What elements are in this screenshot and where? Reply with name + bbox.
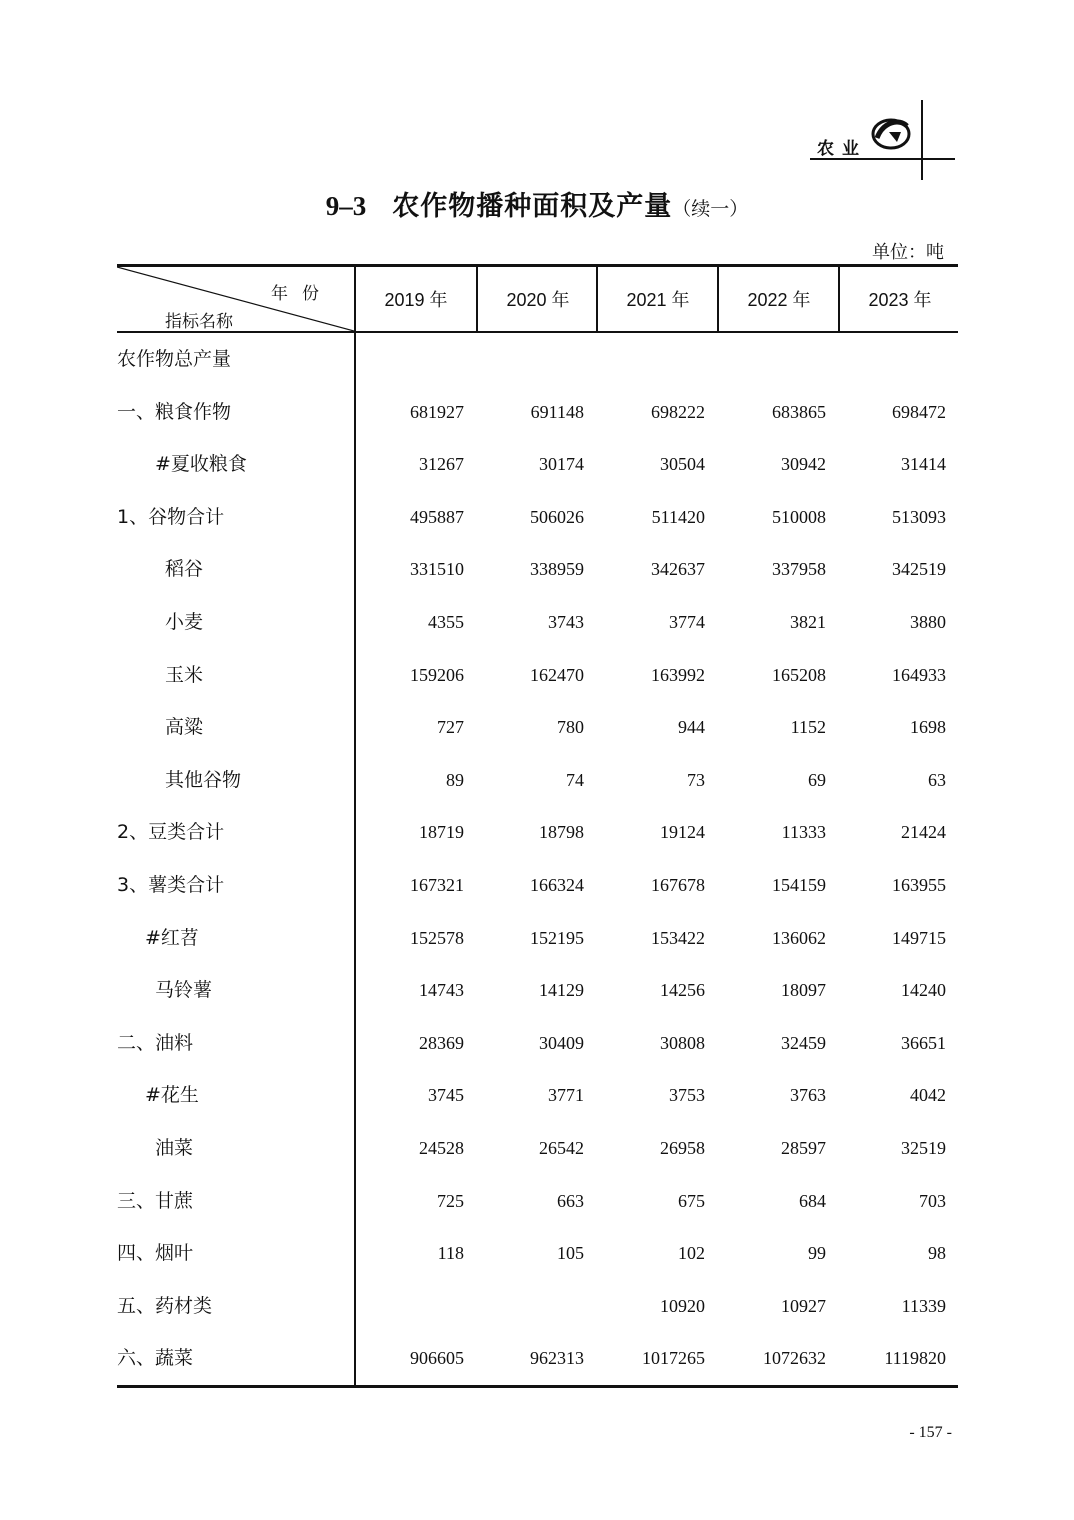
cell-value: 681927 <box>410 401 464 422</box>
statistics-logo-icon <box>867 108 915 156</box>
cell-value: 513093 <box>892 506 946 527</box>
page-title <box>0 184 1074 223</box>
table-row <box>117 1069 958 1122</box>
cell-value: 164933 <box>892 664 946 685</box>
cell-value: 11333 <box>781 822 826 843</box>
cell-value <box>716 333 826 386</box>
cell-value: 163955 <box>892 874 946 895</box>
cell-value: 1152 <box>790 717 826 738</box>
cell-value <box>474 333 584 386</box>
cell-value <box>474 1280 584 1333</box>
table-row <box>117 649 958 702</box>
cell-value: 28369 <box>419 1032 464 1053</box>
cell-value: 167678 <box>651 874 705 895</box>
table-row <box>117 438 958 491</box>
cell-value: 3763 <box>790 1085 826 1106</box>
cell-value: 510008 <box>772 506 826 527</box>
cell-value: 162470 <box>530 664 584 685</box>
cell-value: 3745 <box>428 1085 464 1106</box>
cell-value: 165208 <box>772 664 826 685</box>
cell-value: 32519 <box>901 1137 946 1158</box>
cell-value: 152578 <box>410 927 464 948</box>
cell-value: 727 <box>437 717 464 738</box>
cell-value: 495887 <box>410 506 464 527</box>
year-header: 2023 年 <box>838 267 960 331</box>
table-row <box>117 806 958 859</box>
cell-value: 3743 <box>548 611 584 632</box>
cell-value: 28597 <box>781 1137 826 1158</box>
cell-value: 698472 <box>892 401 946 422</box>
row-label: 一、粮食作物 <box>117 400 232 423</box>
cell-value: 69 <box>808 769 826 790</box>
cell-value: 26542 <box>539 1137 584 1158</box>
cell-value: 21424 <box>901 822 946 843</box>
cell-value: 167321 <box>410 874 464 895</box>
header-corner-cell <box>117 267 356 331</box>
cell-value: 30409 <box>539 1032 584 1053</box>
cell-value: 10927 <box>781 1295 826 1316</box>
cell-value: 337958 <box>772 559 826 580</box>
table-title: 农作物播种面积及产量 <box>392 191 673 222</box>
cell-value: 31414 <box>901 454 946 475</box>
cell-value: 703 <box>919 1190 946 1211</box>
cell-value: 944 <box>678 717 705 738</box>
cell-value: 4042 <box>910 1085 946 1106</box>
cell-value: 99 <box>808 1243 826 1264</box>
cell-value: 30808 <box>660 1032 705 1053</box>
table-row <box>117 386 958 439</box>
cell-value: 102 <box>678 1243 705 1264</box>
row-label: 五、药材类 <box>117 1294 213 1317</box>
row-label: #红苕 <box>145 926 199 949</box>
cell-value: 19124 <box>660 822 705 843</box>
table-row <box>117 912 958 965</box>
table-row <box>117 1122 958 1175</box>
cell-value: 14743 <box>419 980 464 1001</box>
row-label: 2、豆类合计 <box>117 821 225 844</box>
year-header: 2020 年 <box>476 267 598 331</box>
table-row <box>117 1227 958 1280</box>
cell-value: 14256 <box>660 980 705 1001</box>
cell-value: 149715 <box>892 927 946 948</box>
cell-value: 725 <box>437 1190 464 1211</box>
cell-value: 3821 <box>790 611 826 632</box>
row-label: 农作物总产量 <box>117 348 232 370</box>
cell-value: 342519 <box>892 559 946 580</box>
cell-value: 26958 <box>660 1137 705 1158</box>
cell-value: 63 <box>928 769 946 790</box>
row-label: #花生 <box>145 1084 199 1107</box>
row-label: 小麦 <box>165 610 204 633</box>
cell-value: 18719 <box>419 822 464 843</box>
cell-value: 73 <box>687 769 705 790</box>
cell-value: 3771 <box>548 1085 584 1106</box>
header-vertical-rule <box>921 100 923 180</box>
cell-value: 105 <box>557 1243 584 1264</box>
cell-value: 684 <box>799 1190 826 1211</box>
table-row <box>117 964 958 1017</box>
cell-value: 152195 <box>530 927 584 948</box>
row-label: 三、甘蔗 <box>117 1189 194 1212</box>
cell-value: 3880 <box>910 611 946 632</box>
cell-value: 4355 <box>428 611 464 632</box>
row-label: 1、谷物合计 <box>117 505 225 528</box>
row-label: 四、烟叶 <box>117 1242 194 1265</box>
cell-value: 780 <box>557 717 584 738</box>
table-number: 9–3 <box>325 191 367 221</box>
cell-value: 331510 <box>410 559 464 580</box>
year-header: 2021 年 <box>596 267 718 331</box>
table-row <box>117 1280 958 1333</box>
row-label: 其他谷物 <box>165 768 242 791</box>
cell-value: 32459 <box>781 1032 826 1053</box>
cell-value: 14129 <box>539 980 584 1001</box>
cell-value: 18097 <box>781 980 826 1001</box>
cell-value: 1119820 <box>884 1348 946 1369</box>
table-row <box>117 701 958 754</box>
cell-value: 24528 <box>419 1137 464 1158</box>
table-row <box>117 1332 958 1385</box>
cell-value <box>836 333 946 386</box>
cell-value: 683865 <box>772 401 826 422</box>
row-label: 油菜 <box>155 1136 194 1159</box>
table-row <box>117 1017 958 1070</box>
cell-value: 962313 <box>530 1348 584 1369</box>
cell-value: 98 <box>928 1243 946 1264</box>
cell-value: 89 <box>446 769 464 790</box>
cell-value: 18798 <box>539 822 584 843</box>
page-number: - 157 - <box>909 1424 952 1441</box>
cell-value: 163992 <box>651 664 705 685</box>
cell-value: 30174 <box>539 454 584 475</box>
cell-value <box>354 1280 464 1333</box>
cell-value: 36651 <box>901 1032 946 1053</box>
cell-value: 906605 <box>410 1348 464 1369</box>
cell-value: 511420 <box>651 506 705 527</box>
cell-value: 153422 <box>651 927 705 948</box>
year-header: 2019 年 <box>384 290 448 310</box>
table-row <box>117 543 958 596</box>
row-label: 玉米 <box>165 663 204 686</box>
row-label: 3、薯类合计 <box>117 873 225 896</box>
cell-value: 118 <box>437 1243 464 1264</box>
cell-value: 1698 <box>910 717 946 738</box>
cell-value: 506026 <box>530 506 584 527</box>
section-header <box>805 100 955 180</box>
cell-value: 3774 <box>669 611 705 632</box>
cell-value: 154159 <box>772 874 826 895</box>
row-label: 六、蔬菜 <box>117 1347 194 1370</box>
table-title-suffix: （续一） <box>672 198 749 220</box>
row-label: 二、油料 <box>117 1031 194 1054</box>
cell-value <box>595 333 705 386</box>
cell-value: 342637 <box>651 559 705 580</box>
cell-value: 691148 <box>530 401 584 422</box>
cell-value: 166324 <box>530 874 584 895</box>
cell-value: 10920 <box>660 1295 705 1316</box>
cell-value <box>354 333 464 386</box>
corner-name-label: 指标名称 <box>165 312 233 332</box>
cell-value: 14240 <box>901 980 946 1001</box>
table-row <box>117 754 958 807</box>
cell-value: 31267 <box>419 454 464 475</box>
data-table <box>117 264 958 1388</box>
row-label: 马铃薯 <box>155 979 213 1002</box>
cell-value: 74 <box>566 769 584 790</box>
row-label: 稻谷 <box>165 558 204 581</box>
cell-value: 136062 <box>772 927 826 948</box>
cell-value: 159206 <box>410 664 464 685</box>
table-row <box>117 333 958 386</box>
table-row <box>117 596 958 649</box>
cell-value: 30942 <box>781 454 826 475</box>
corner-year-label: 年份 <box>271 284 333 304</box>
table-row <box>117 491 958 544</box>
cell-value: 1072632 <box>763 1348 826 1369</box>
table-body <box>117 333 958 1388</box>
cell-value: 675 <box>678 1190 705 1211</box>
cell-value: 30504 <box>660 454 705 475</box>
unit-label: 单位：吨 <box>872 242 944 263</box>
cell-value: 338959 <box>530 559 584 580</box>
table-row <box>117 1175 958 1228</box>
row-label: 高粱 <box>165 716 204 739</box>
cell-value: 11339 <box>901 1295 946 1316</box>
year-header: 2022 年 <box>717 267 839 331</box>
table-header <box>117 264 958 333</box>
cell-value: 3753 <box>669 1085 705 1106</box>
row-label: #夏收粮食 <box>155 453 247 476</box>
table-row <box>117 859 958 912</box>
cell-value: 663 <box>557 1190 584 1211</box>
cell-value: 698222 <box>651 401 705 422</box>
cell-value: 1017265 <box>642 1348 705 1369</box>
section-label: 农业 <box>817 139 867 159</box>
